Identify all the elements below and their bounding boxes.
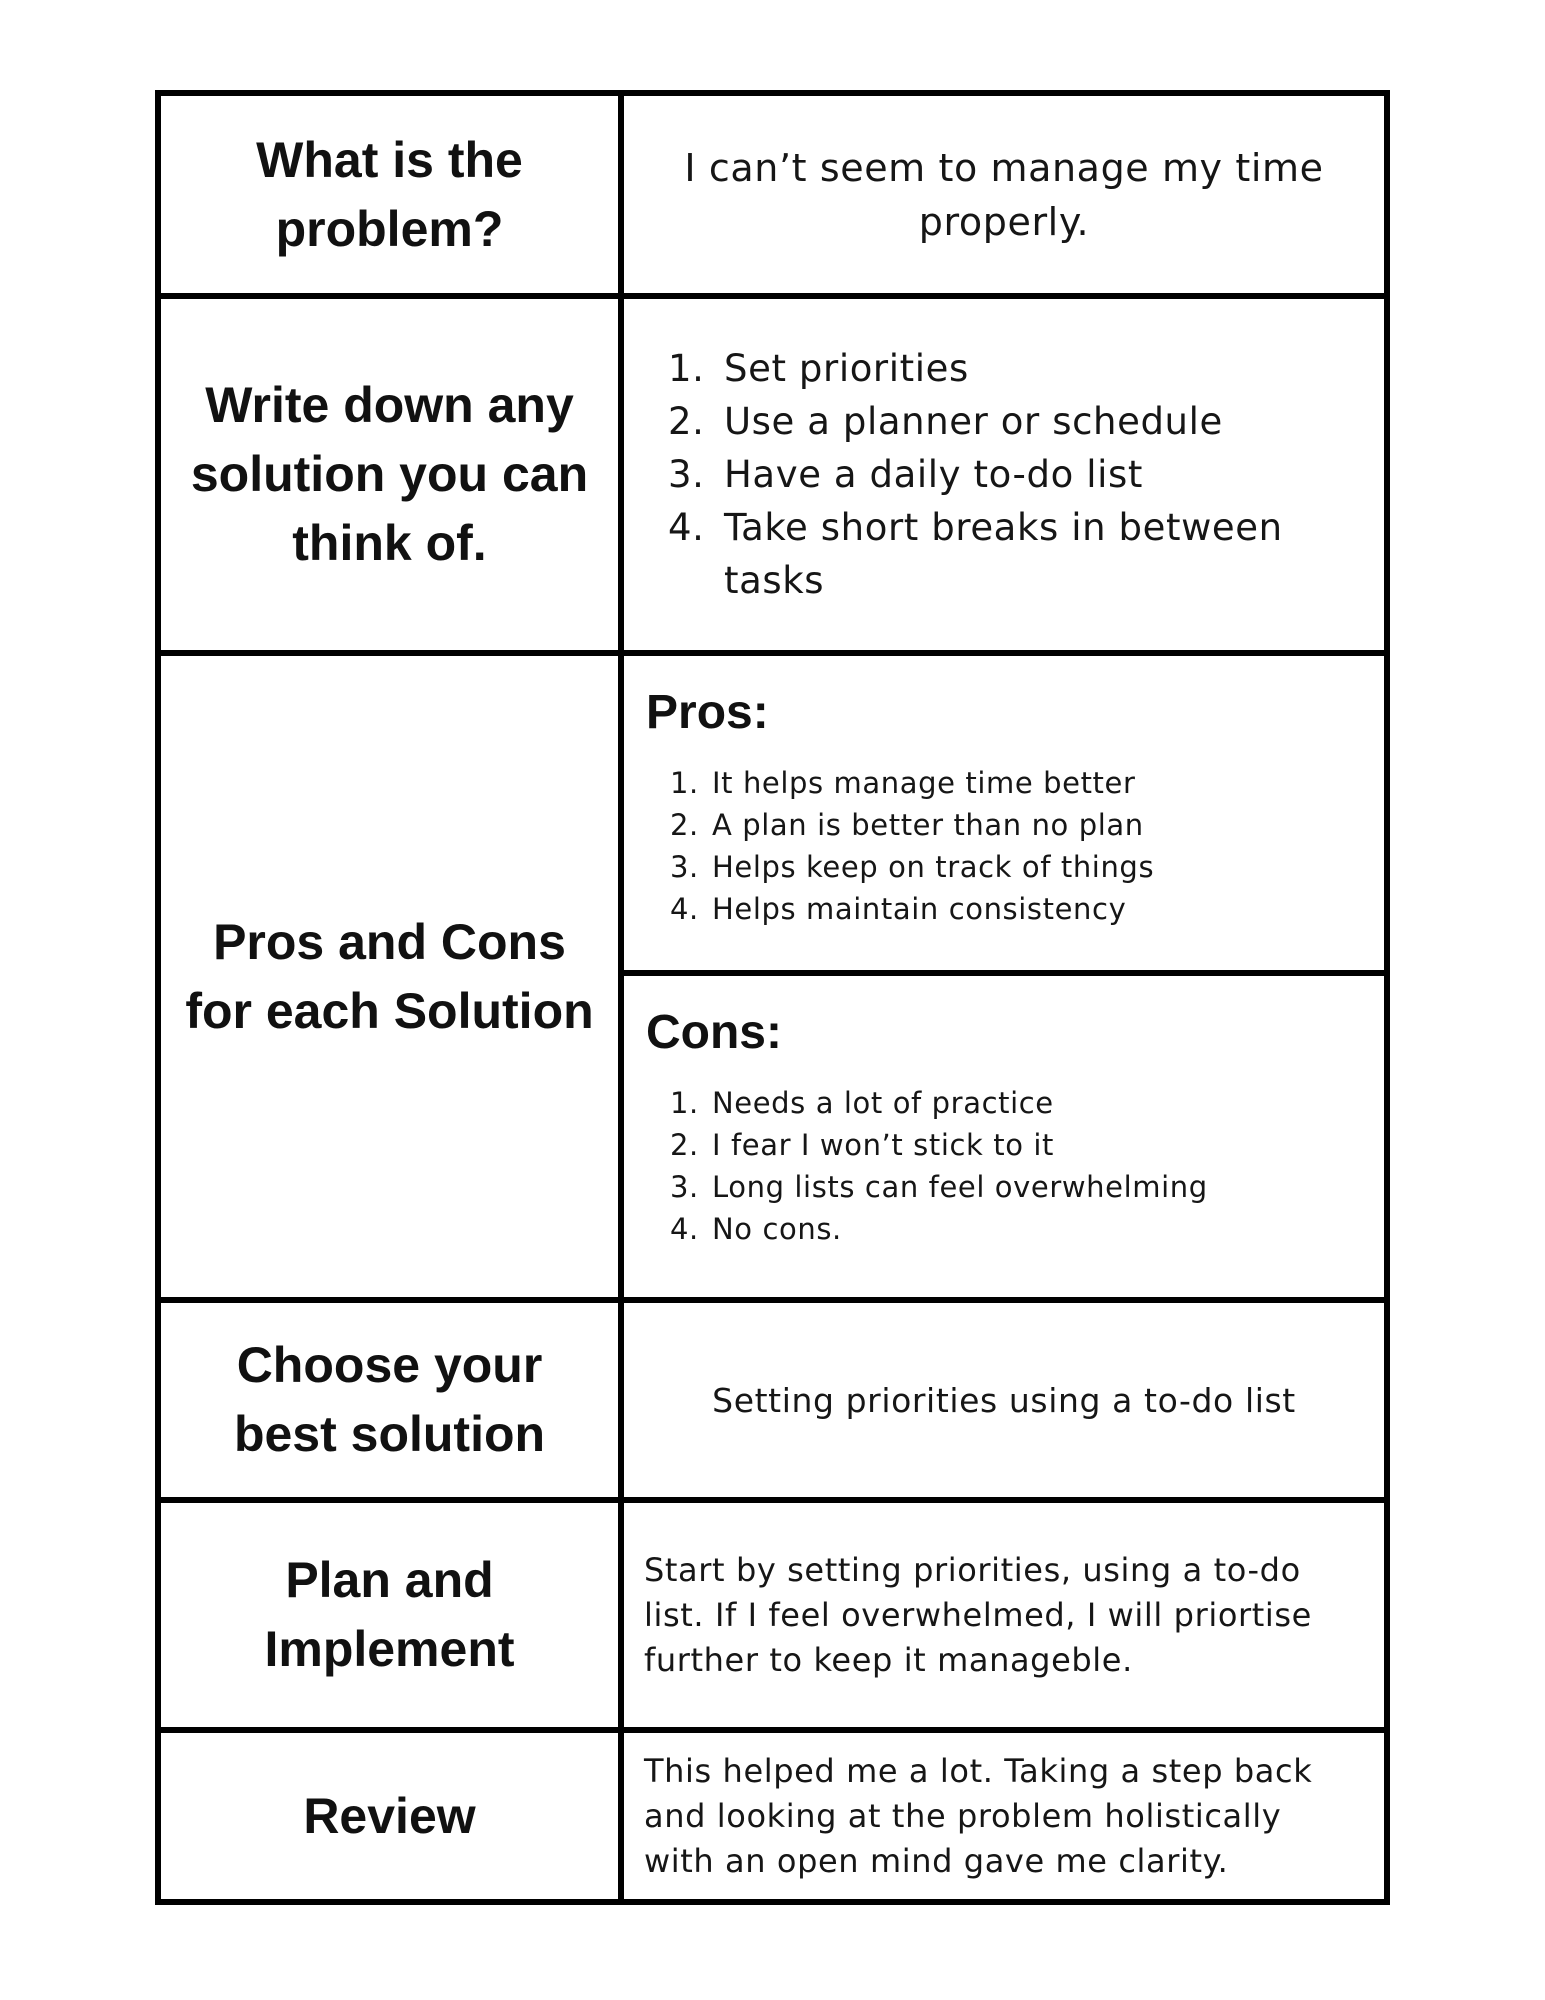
plan-answer: Start by setting priorities, using a to-do list. If I feel overwhelmed, I will priortise further to keep it manageble. — [644, 1550, 1312, 1679]
review-label: Review — [303, 1787, 476, 1844]
solutions-answer-cell — [624, 299, 1384, 656]
list-item: 1. Needs a lot of practice — [670, 1086, 1054, 1120]
list-item: 4. Take short breaks in between tasks — [668, 506, 1283, 602]
plan-label-cell — [161, 1503, 624, 1733]
problem-solving-worksheet — [155, 90, 1390, 1905]
plan-label: Plan and Implement — [264, 1552, 515, 1677]
best-solution-answer-cell — [624, 1303, 1384, 1503]
pros-title: Pros: — [646, 686, 769, 739]
list-item: 2. A plan is better than no plan — [670, 808, 1144, 842]
pros-section — [624, 656, 1384, 976]
cons-section — [624, 976, 1384, 1297]
problem-label-cell — [161, 96, 624, 299]
list-item: 1. It helps manage time better — [670, 766, 1136, 800]
pros-list — [646, 762, 1364, 930]
solutions-list — [624, 342, 1384, 607]
pros-cons-label: Pros and Cons for each Solution — [185, 913, 594, 1039]
plan-answer-cell — [624, 1503, 1384, 1733]
cons-title: Cons: — [646, 1006, 782, 1059]
problem-answer: I can’t seem to manage my time properly. — [684, 145, 1324, 244]
best-solution-label-cell — [161, 1303, 624, 1503]
list-item: 4. No cons. — [670, 1212, 842, 1246]
solutions-label: Write down any solution you can think of. — [190, 377, 589, 571]
list-item: 1. Set priorities — [668, 347, 969, 390]
list-item: 2. Use a planner or schedule — [668, 400, 1223, 443]
list-item: 3. Helps keep on track of things — [670, 850, 1155, 884]
review-answer: This helped me a lot. Taking a step back and looking at the problem holistically with an open mind gave me clarity. — [644, 1751, 1313, 1880]
pros-cons-answer-cell — [624, 656, 1384, 1303]
list-item: 3. Have a daily to-do list — [668, 453, 1143, 496]
list-item: 2. I fear I won’t stick to it — [670, 1128, 1055, 1162]
review-answer-cell — [624, 1733, 1384, 1899]
review-label-cell — [161, 1733, 624, 1899]
list-item: 3. Long lists can feel overwhelming — [670, 1170, 1208, 1204]
cons-list — [646, 1082, 1364, 1250]
problem-label: What is the problem? — [256, 131, 523, 257]
solutions-label-cell — [161, 299, 624, 656]
problem-answer-cell — [624, 96, 1384, 299]
best-solution-label: Choose your best solution — [233, 1337, 546, 1462]
pros-cons-label-cell — [161, 656, 624, 1303]
best-solution-answer: Setting priorities using a to-do list — [712, 1380, 1296, 1420]
list-item: 4. Helps maintain consistency — [670, 892, 1127, 926]
